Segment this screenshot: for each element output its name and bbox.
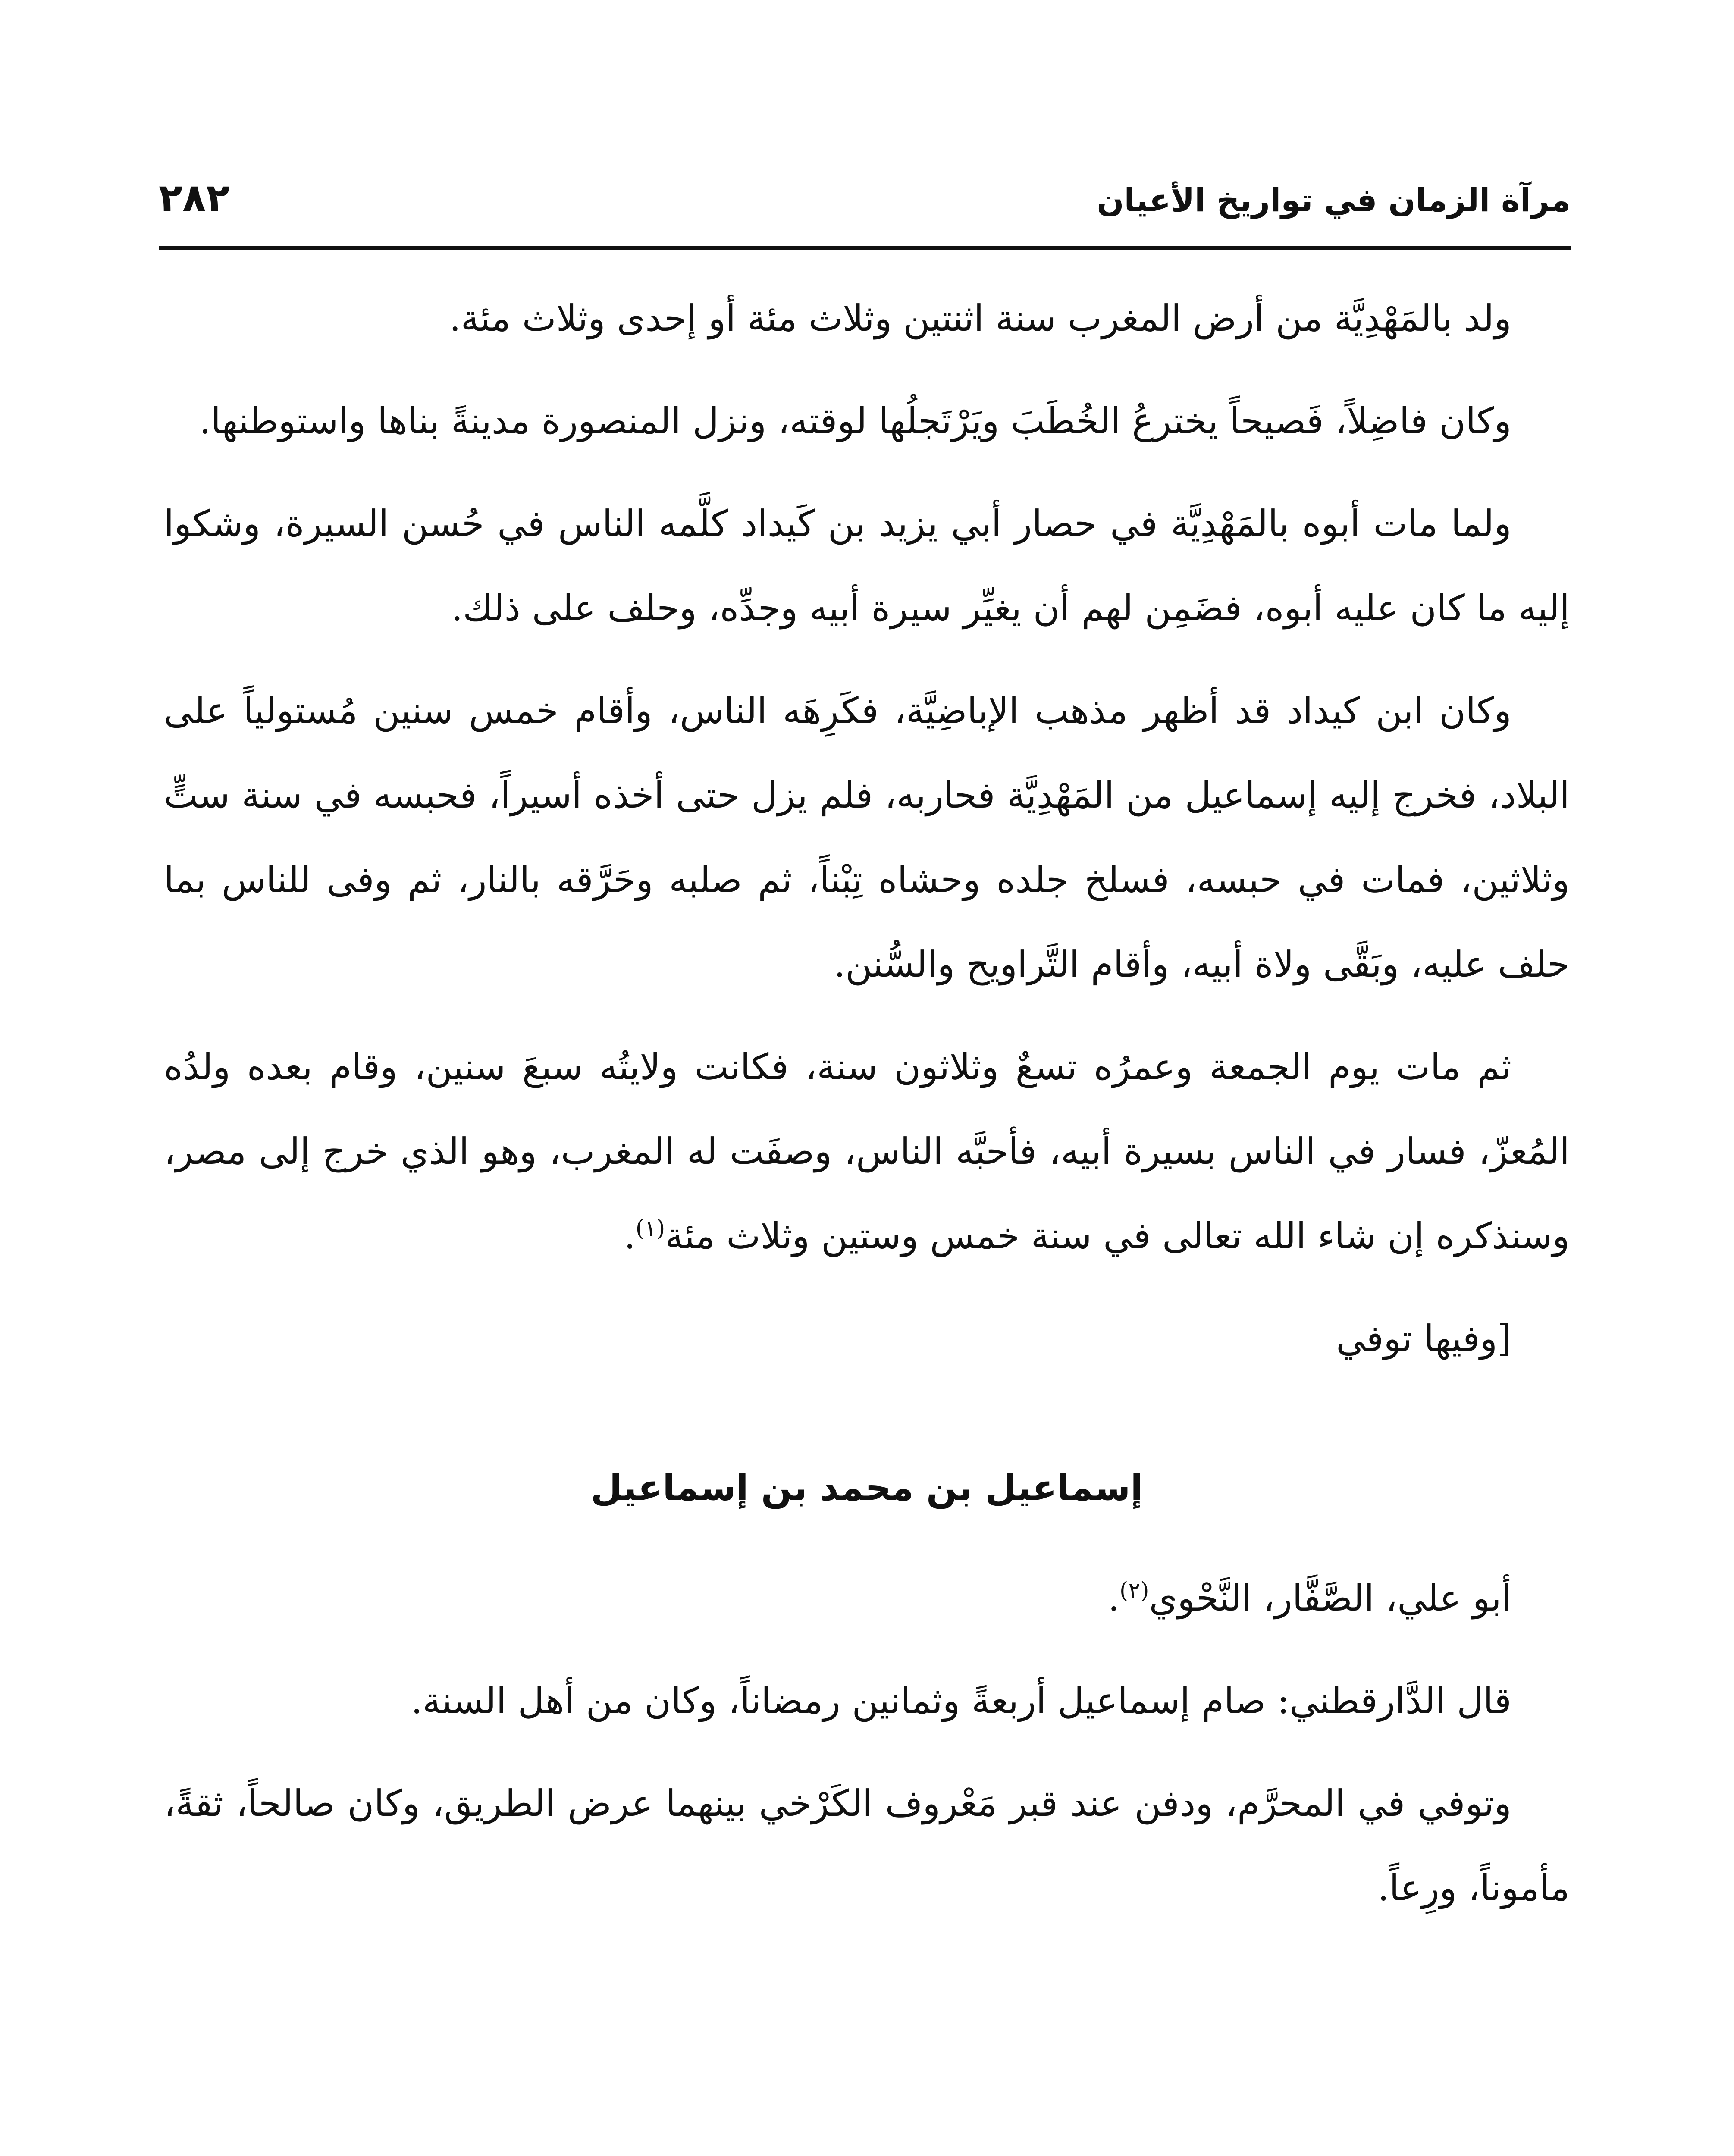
paragraph: وكان ابن كيداد قد أظهر مذهب الإباضِيَّة، فكَرِهَه الناس، وأقام خمس سنين مُستولياً على البلاد، فخرج إليه إسماعيل من المَهْدِيَّة فحاربه، فلم يزل حتى أخذه أسيراً، فحبسه في سنة ستٍّ وثلاثين، فمات في حبسه، فسلخ جلده وحشاه تِبْناً، ثم صلبه وحَرَّقه بالنار، ثم وفى للناس بما حلف عليه، وبَقَّى ولاة أبيه، وأقام التَّراويح والسُّنن. [164, 689, 1570, 985]
footnote-reference: (١) [635, 1216, 665, 1241]
paragraph: وكان فاضِلاً، فَصيحاً يخترعُ الخُطَبَ ويَرْتَجلُها لوقته، ونزل المنصورة مدينةً بناها واستوطنها. [199, 400, 1511, 442]
paragraph: ولما مات أبوه بالمَهْدِيَّة في حصار أبي يزيد بن كَيداد كلَّمه الناس في حُسن السيرة، وشكوا إليه ما كان عليه أبوه، فضَمِن لهم أن يغيِّر سيرة أبيه وجدِّه، وحلف على ذلك. [164, 502, 1570, 629]
paragraph-end: . [624, 1215, 636, 1257]
bracket-line: [وفيها توفي [1336, 1317, 1511, 1360]
running-title: مرآة الزمان في تواريخ الأعيان [1097, 182, 1571, 219]
footnote-reference: (٢) [1119, 1578, 1149, 1604]
section-heading: إسماعيل بن محمد بن إسماعيل [590, 1467, 1143, 1509]
paragraph-text: ثم مات يوم الجمعة وعمرُه تسعٌ وثلاثون سنة، فكانت ولايتُه سبعَ سنين، وقام بعده ولدُه المُعزّ، فسار في الناس بسيرة أبيه، فأحبَّه الناس، وصفَت له المغرب، وهو الذي خرج إلى مصر، وسنذكره إن شاء الله تعالى في سنة خمس وستين وثلاث مئة [164, 1046, 1570, 1257]
paragraph: قال الدَّارقطني: صام إسماعيل أربعةً وثمانين رمضاناً، وكان من أهل السنة. [411, 1680, 1511, 1722]
header-rule [159, 246, 1571, 250]
main-text [164, 276, 1570, 1948]
page-header [159, 170, 1571, 239]
page-number: ٢٨٢ [159, 175, 230, 221]
paragraph: وتوفي في المحرَّم، ودفن عند قبر مَعْروف الكَرْخي بينهما عرض الطريق، وكان صالحاً، ثقةً، مأموناً، ورِعاً. [164, 1782, 1570, 1909]
kunya-text: أبو علي، الصَّفَّار، النَّحْوي [1149, 1577, 1511, 1619]
kunya-end: . [1108, 1577, 1120, 1619]
paragraph [164, 1025, 1570, 1278]
kunya-line [164, 1556, 1570, 1640]
paragraph: ولد بالمَهْدِيَّة من أرض المغرب سنة اثنتين وثلاث مئة أو إحدى وثلاث مئة. [449, 297, 1511, 339]
